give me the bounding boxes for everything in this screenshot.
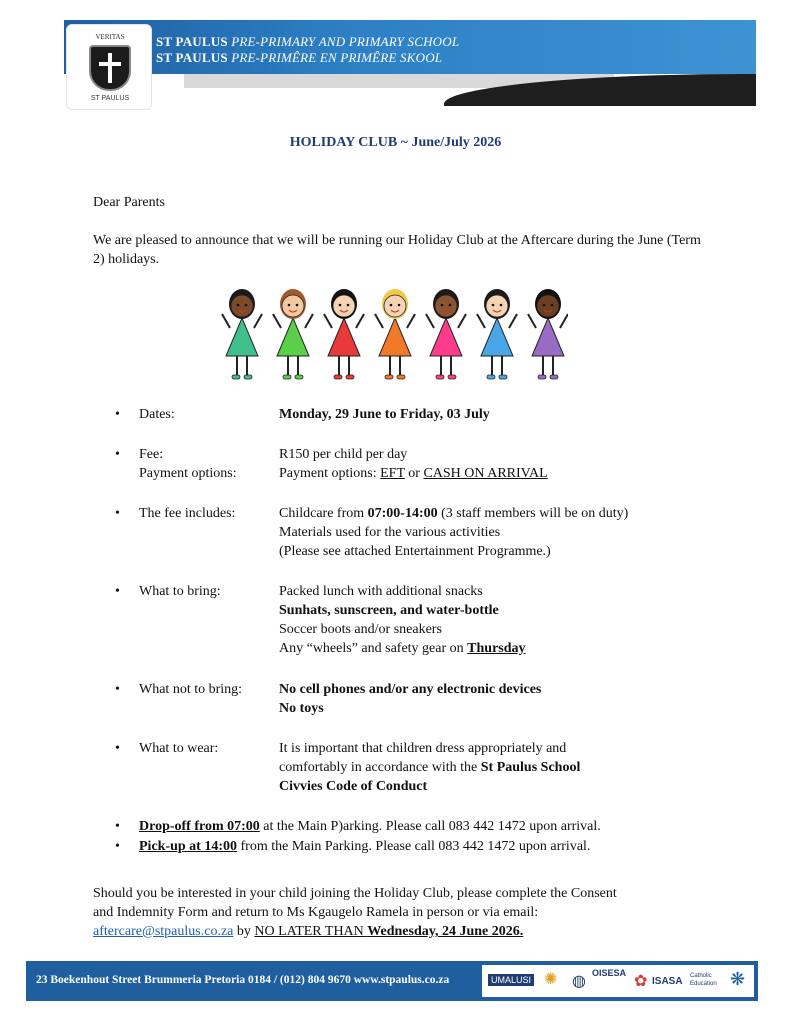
closing-line-1: Should you be interested in your child joining the Holiday Club, please complete the Consent [93, 886, 617, 901]
info-values [279, 739, 719, 796]
document-title: HOLIDAY CLUB ~ June/July 2026 [289, 135, 502, 150]
info-value-line [279, 620, 719, 639]
info-value-segment: Thursday [467, 641, 526, 656]
info-value-line [279, 542, 719, 561]
dropoff-details: at the Main P)arking. Please call 083 442 1472 upon arrival. [259, 819, 601, 834]
email-link[interactable]: aftercare@stpaulus.co.za [93, 924, 234, 939]
info-values [279, 445, 719, 483]
info-label: What to bring: [139, 584, 221, 599]
child-figure [222, 289, 262, 379]
info-value-segment: (Please see attached Entertainment Programme.) [279, 544, 551, 559]
info-value-line [279, 405, 719, 424]
info-label: Fee: [139, 447, 164, 462]
child-figure [477, 289, 517, 379]
crest-name: ST PAULUS [90, 95, 130, 102]
child-figure [528, 289, 568, 379]
shell-icon: ❋ [730, 969, 746, 989]
child-figure [426, 289, 466, 379]
umalusi-logo: UMALUSI [488, 974, 534, 986]
info-values [279, 582, 719, 658]
info-value-segment: Materials used for the various activities [279, 525, 501, 540]
children-illustration [218, 284, 568, 384]
pickup-details: from the Main Parking. Please call 083 442 1472 upon arrival. [237, 839, 591, 854]
info-value-segment: CASH ON ARRIVAL [423, 466, 548, 481]
bullet-icon: • [115, 682, 120, 697]
info-label: Dates: [139, 407, 175, 422]
info-value-segment: Childcare from [279, 506, 368, 521]
info-value-line [279, 523, 719, 542]
info-value-segment: or [404, 466, 424, 481]
oisesa-logo: OISESA [592, 968, 627, 978]
info-label: The fee includes: [139, 506, 236, 521]
info-value-segment: It is important that children dress appropriately and [279, 741, 567, 756]
bullet-icon: • [115, 506, 120, 521]
info-value-line [279, 582, 719, 601]
bullet-icon: • [115, 447, 120, 462]
info-label-secondary: Payment options: [139, 466, 237, 481]
child-figure [324, 289, 364, 379]
swirl-icon: ✺ [544, 971, 558, 988]
bullet-icon: • [115, 584, 120, 599]
info-value-line [279, 445, 719, 464]
letterhead [64, 20, 756, 110]
deadline-prefix: NO LATER THAN [254, 924, 368, 939]
info-value-segment: Monday, 29 June to Friday, 03 July [279, 407, 490, 422]
info-value-line [279, 504, 719, 523]
info-value-segment: Soccer boots and/or sneakers [279, 622, 442, 637]
closing-line-2: and Indemnity Form and return to Ms Kgaugelo Ramela in person or via email: [93, 905, 539, 920]
info-label: What to wear: [139, 741, 219, 756]
child-figure [375, 289, 415, 379]
info-value-line [279, 601, 719, 620]
closing-paragraph [93, 884, 713, 941]
info-value-segment: Sunhats, sunscreen, and water-bottle [279, 603, 499, 618]
info-value-segment: R150 per child per day [279, 447, 408, 462]
crest-motto: VERITAS [95, 33, 125, 41]
bullet-icon: • [115, 819, 120, 834]
footer-address: 23 Boekenhout Street Brummeria Pretoria 0184 / (012) 804 9670 www.stpaulus.co.za [36, 974, 450, 986]
info-value-line [279, 464, 719, 483]
info-value-segment: Any “wheels” and safety gear on [279, 641, 468, 656]
info-value-segment: (3 staff members will be on duty) [437, 506, 629, 521]
closing-by: by [233, 924, 255, 939]
info-value-segment: EFT [380, 466, 405, 481]
info-value-segment: No cell phones and/or any electronic devices [279, 682, 542, 697]
school-name-afrikaans: ST PAULUS PRE-PRIMÊRE EN PRIMÊRE SKOOL [156, 50, 443, 65]
info-value-segment: 07:00-14:00 [367, 506, 438, 521]
footer-band [26, 961, 758, 1001]
info-value-line [279, 699, 719, 718]
deadline-date: Wednesday, 24 June 2026. [367, 924, 524, 939]
info-value-line [279, 739, 719, 758]
info-value-line [279, 777, 719, 796]
info-value-segment: Civvies Code of Conduct [279, 779, 428, 794]
catholic-education-logo: Catholic Education [690, 973, 717, 987]
info-value-segment: Packed lunch with additional snacks [279, 584, 483, 599]
info-values [279, 680, 719, 718]
bullet-icon: • [115, 839, 120, 854]
bullet-icon: • [115, 741, 120, 756]
info-value-line [279, 639, 719, 658]
info-value-line [279, 758, 719, 777]
isasa-logo: ISASA [652, 976, 683, 987]
isasa-flower-icon: ✿ [634, 973, 648, 990]
child-figure [273, 289, 313, 379]
info-value-segment: St Paulus School [480, 760, 581, 775]
bullet-icon: • [115, 407, 120, 422]
dropoff-time: Drop-off from 07:00 [139, 819, 260, 834]
school-crest-logo [66, 24, 152, 110]
info-value-segment: Payment options: [279, 466, 381, 481]
info-values [279, 504, 719, 561]
accreditation-logos [482, 965, 754, 997]
info-label: What not to bring: [139, 682, 243, 697]
info-value-line [279, 680, 719, 699]
intro-paragraph: We are pleased to announce that we will be running our Holiday Club at the Aftercare during the June (Term 2) holidays. [93, 233, 701, 267]
pickup-time: Pick-up at 14:00 [139, 839, 237, 854]
info-value-segment: No toys [279, 701, 324, 716]
school-name-english: ST PAULUS PRE-PRIMARY AND PRIMARY SCHOOL [156, 34, 460, 49]
greeting: Dear Parents [93, 195, 165, 210]
globe-icon: ◍ [572, 973, 586, 990]
crest-shield-icon [89, 45, 131, 91]
info-value-segment: comfortably in accordance with the [279, 760, 481, 775]
info-values [279, 405, 719, 424]
